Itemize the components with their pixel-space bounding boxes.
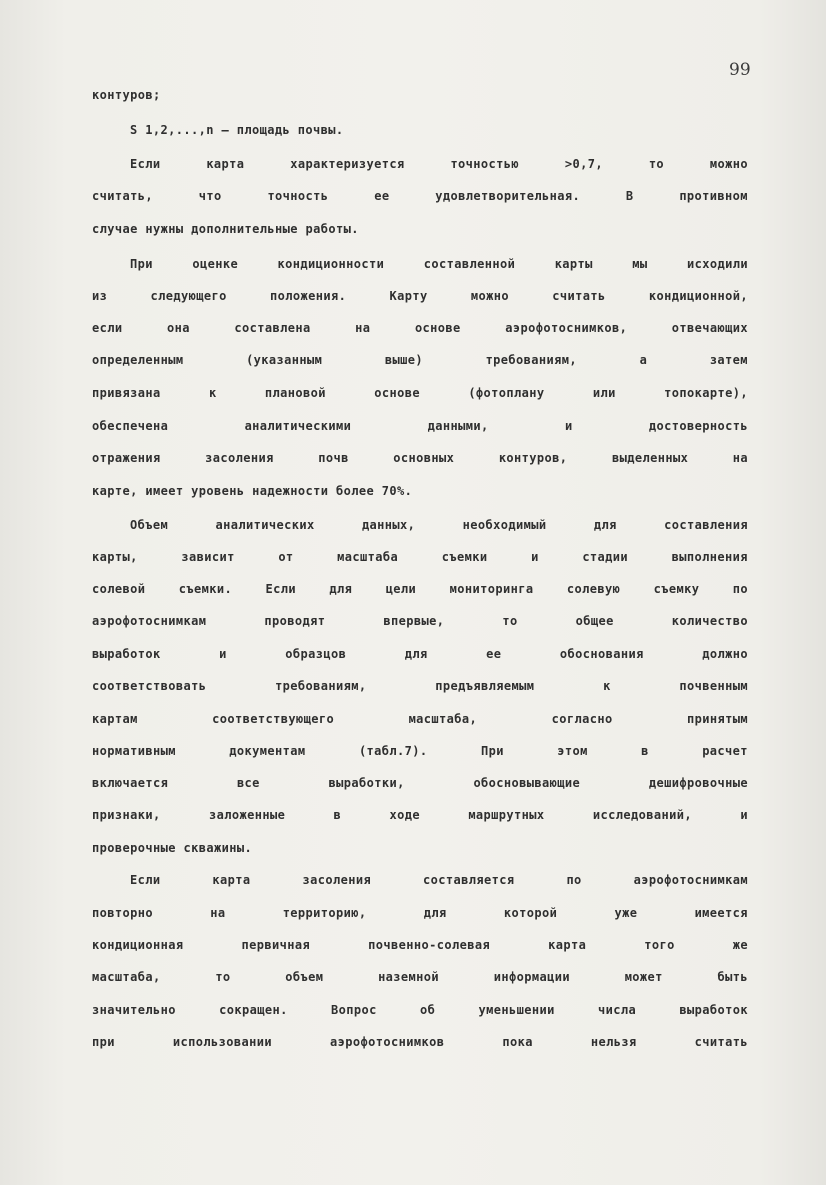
word: основе	[374, 386, 420, 400]
word: кондиционности	[277, 257, 385, 271]
word: соответствовать	[92, 679, 207, 693]
word: составлена	[234, 321, 311, 335]
word: карты,	[92, 550, 138, 564]
word: на	[732, 451, 748, 465]
word: уменьшении	[478, 1003, 555, 1017]
word: противном	[679, 189, 748, 203]
word: информации	[493, 970, 570, 984]
text-line	[92, 744, 748, 758]
text-line	[92, 970, 748, 984]
word: нормативным	[92, 744, 176, 758]
word: аналитическими	[244, 419, 352, 433]
word: дешифровочные	[648, 776, 748, 790]
word: Карту	[389, 289, 428, 303]
word: затем	[709, 353, 748, 367]
word: обосновывающие	[473, 776, 581, 790]
word: повторно	[92, 906, 153, 920]
word: территорию,	[282, 906, 367, 920]
word: от	[278, 550, 294, 564]
word: документам	[229, 744, 306, 758]
word: масштаба	[337, 550, 399, 564]
word: соответствующего	[212, 712, 335, 726]
text-line	[92, 938, 748, 952]
text-line	[92, 582, 748, 596]
word: по	[732, 582, 748, 596]
word: В	[625, 189, 634, 203]
word: согласно	[551, 712, 613, 726]
word: характеризуется	[290, 157, 405, 171]
word: при	[92, 1035, 115, 1049]
word: При	[480, 744, 504, 758]
word: требованиям,	[485, 353, 578, 367]
word: объем	[285, 970, 324, 984]
word: плановой	[264, 386, 326, 400]
word: ее	[486, 647, 502, 661]
word: которой	[503, 906, 558, 920]
word: аэрофотоснимков	[330, 1035, 445, 1049]
word: может	[624, 970, 663, 984]
word: карта	[212, 873, 251, 887]
text-line	[92, 257, 748, 271]
word: основе	[414, 321, 461, 335]
word: необходимый	[462, 518, 547, 532]
word: съемки.	[178, 582, 233, 596]
word: оценке	[192, 257, 239, 271]
text-line	[92, 614, 748, 628]
word: >0,7,	[564, 157, 603, 171]
text-line	[92, 1035, 748, 1049]
text-line	[92, 353, 748, 367]
word: стадии	[582, 550, 629, 564]
text-line	[92, 157, 748, 171]
text-line	[92, 289, 748, 303]
text-line	[92, 873, 748, 887]
word: числа	[598, 1003, 637, 1017]
word: (табл.7).	[358, 744, 428, 758]
word: съемку	[653, 582, 700, 596]
word: данных,	[361, 518, 416, 532]
text-line	[92, 679, 748, 693]
word: выше)	[384, 353, 423, 367]
word: проводят	[264, 614, 326, 628]
word: выработок	[92, 647, 161, 661]
word: считать	[694, 1035, 748, 1049]
word: Объем	[130, 518, 169, 532]
word: и	[219, 647, 227, 661]
word: выработок	[679, 1003, 748, 1017]
word: использовании	[172, 1035, 272, 1049]
word: можно	[709, 157, 748, 171]
word: (указанным	[246, 353, 323, 367]
word: почвенно-солевая	[368, 938, 491, 952]
word: признаки,	[92, 808, 161, 822]
word: Вопрос	[331, 1003, 377, 1017]
word: для	[593, 518, 617, 532]
word: Если	[265, 582, 297, 596]
word: исходили	[686, 257, 748, 271]
word: определенным	[92, 353, 184, 367]
word: отражения	[92, 451, 161, 465]
word: нельзя	[590, 1035, 637, 1049]
word: она	[167, 321, 190, 335]
text-line	[92, 808, 748, 822]
word: топокарте),	[664, 386, 748, 400]
word: принятым	[687, 712, 748, 726]
text-line	[92, 550, 748, 564]
word: к	[208, 386, 217, 400]
word: общее	[575, 614, 614, 628]
text-line: случае нужны дополнительные работы.	[92, 222, 359, 236]
word: можно	[470, 289, 509, 303]
word: из	[92, 289, 108, 303]
word: а	[639, 353, 648, 367]
word: ее	[374, 189, 390, 203]
word: (фотоплану	[468, 386, 545, 400]
word: впервые,	[383, 614, 445, 628]
word: расчет	[702, 744, 748, 758]
word: карта	[548, 938, 587, 952]
word: удовлетворительная.	[435, 189, 581, 203]
word: солевой	[92, 582, 146, 596]
word: выполнения	[671, 550, 748, 564]
word: выделенных	[611, 451, 689, 465]
word: аналитических	[215, 518, 315, 532]
word: в	[641, 744, 649, 758]
word: маршрутных	[468, 808, 545, 822]
word: и	[740, 808, 748, 822]
word: сокращен.	[219, 1003, 288, 1017]
word: количество	[671, 614, 748, 628]
word: точностью	[450, 157, 520, 171]
text-line	[92, 189, 748, 203]
word: аэрофотоснимкам	[633, 873, 748, 887]
word: почв	[318, 451, 349, 465]
word: основных	[393, 451, 455, 465]
word: по	[566, 873, 582, 887]
text-line	[92, 647, 748, 661]
word: привязана	[92, 386, 161, 400]
word: образцов	[285, 647, 347, 661]
page-number: 99	[729, 60, 751, 80]
word: или	[592, 386, 616, 400]
word: и	[531, 550, 539, 564]
word: следующего	[150, 289, 227, 303]
word: масштаба,	[92, 970, 161, 984]
word: обеспечена	[92, 419, 169, 433]
word: картам	[92, 712, 138, 726]
text-line	[92, 712, 748, 726]
word: При	[130, 257, 153, 271]
text-line: S 1,2,...,n – площадь почвы.	[130, 123, 344, 137]
word: то	[502, 614, 518, 628]
word: масштаба,	[408, 712, 478, 726]
word: составляется	[423, 873, 515, 887]
word: заложенные	[208, 808, 286, 822]
word: зависит	[181, 550, 235, 564]
word: же	[732, 938, 748, 952]
text-line: карте, имеет уровень надежности более 70%.	[92, 484, 413, 498]
word: для	[423, 906, 447, 920]
word: на	[355, 321, 371, 335]
text-line: проверочные скважины.	[92, 841, 253, 855]
word: требованиям,	[275, 679, 367, 693]
word: первичная	[241, 938, 311, 952]
word: имеется	[694, 906, 748, 920]
word: должно	[702, 647, 748, 661]
word: включается	[92, 776, 169, 790]
word: значительно	[92, 1003, 176, 1017]
word: если	[92, 321, 123, 335]
text-line	[92, 451, 748, 465]
word: считать,	[92, 189, 153, 203]
word: все	[236, 776, 260, 790]
text-line	[92, 386, 748, 400]
word: наземной	[378, 970, 440, 984]
word: обоснования	[559, 647, 644, 661]
text-line	[92, 906, 748, 920]
word: мониторинга	[449, 582, 534, 596]
word: того	[644, 938, 675, 952]
text-line: контуров;	[92, 88, 161, 102]
word: засоления	[205, 451, 274, 465]
word: данными,	[427, 419, 489, 433]
word: цели	[385, 582, 417, 596]
word: исследований,	[592, 808, 693, 822]
word: этом	[557, 744, 588, 758]
word: предъявляемым	[435, 679, 535, 693]
word: точность	[267, 189, 329, 203]
word: то	[648, 157, 665, 171]
word: ходе	[389, 808, 420, 822]
word: об	[420, 1003, 436, 1017]
word: выработки,	[328, 776, 405, 790]
word: карта	[206, 157, 245, 171]
word: пока	[502, 1035, 533, 1049]
word: отвечающих	[671, 321, 748, 335]
word: почвенным	[679, 679, 748, 693]
text-line	[92, 518, 748, 532]
word: составленной	[423, 257, 516, 271]
word: съемки	[441, 550, 488, 564]
word: то	[215, 970, 231, 984]
word: уже	[614, 906, 638, 920]
word: для	[404, 647, 428, 661]
text-line	[92, 321, 748, 335]
text-line	[92, 419, 748, 433]
word: контуров,	[498, 451, 568, 465]
word: и	[564, 419, 573, 433]
word: положения.	[270, 289, 347, 303]
word: к	[603, 679, 611, 693]
word: Если	[130, 157, 161, 171]
word: в	[333, 808, 342, 822]
word: быть	[717, 970, 748, 984]
word: кондиционная	[92, 938, 184, 952]
word: засоления	[302, 873, 372, 887]
word: аэрофотоснимкам	[92, 614, 207, 628]
word: считать	[552, 289, 606, 303]
text-line	[92, 776, 748, 790]
word: солевую	[566, 582, 621, 596]
word: аэрофотоснимков,	[505, 321, 628, 335]
word: для	[329, 582, 353, 596]
word: мы	[632, 257, 648, 271]
text-line	[92, 1003, 748, 1017]
word: достоверность	[648, 419, 748, 433]
word: что	[198, 189, 222, 203]
word: Если	[130, 873, 161, 887]
word: карты	[554, 257, 593, 271]
word: кондиционной,	[648, 289, 748, 303]
word: составления	[664, 518, 748, 532]
word: на	[210, 906, 226, 920]
